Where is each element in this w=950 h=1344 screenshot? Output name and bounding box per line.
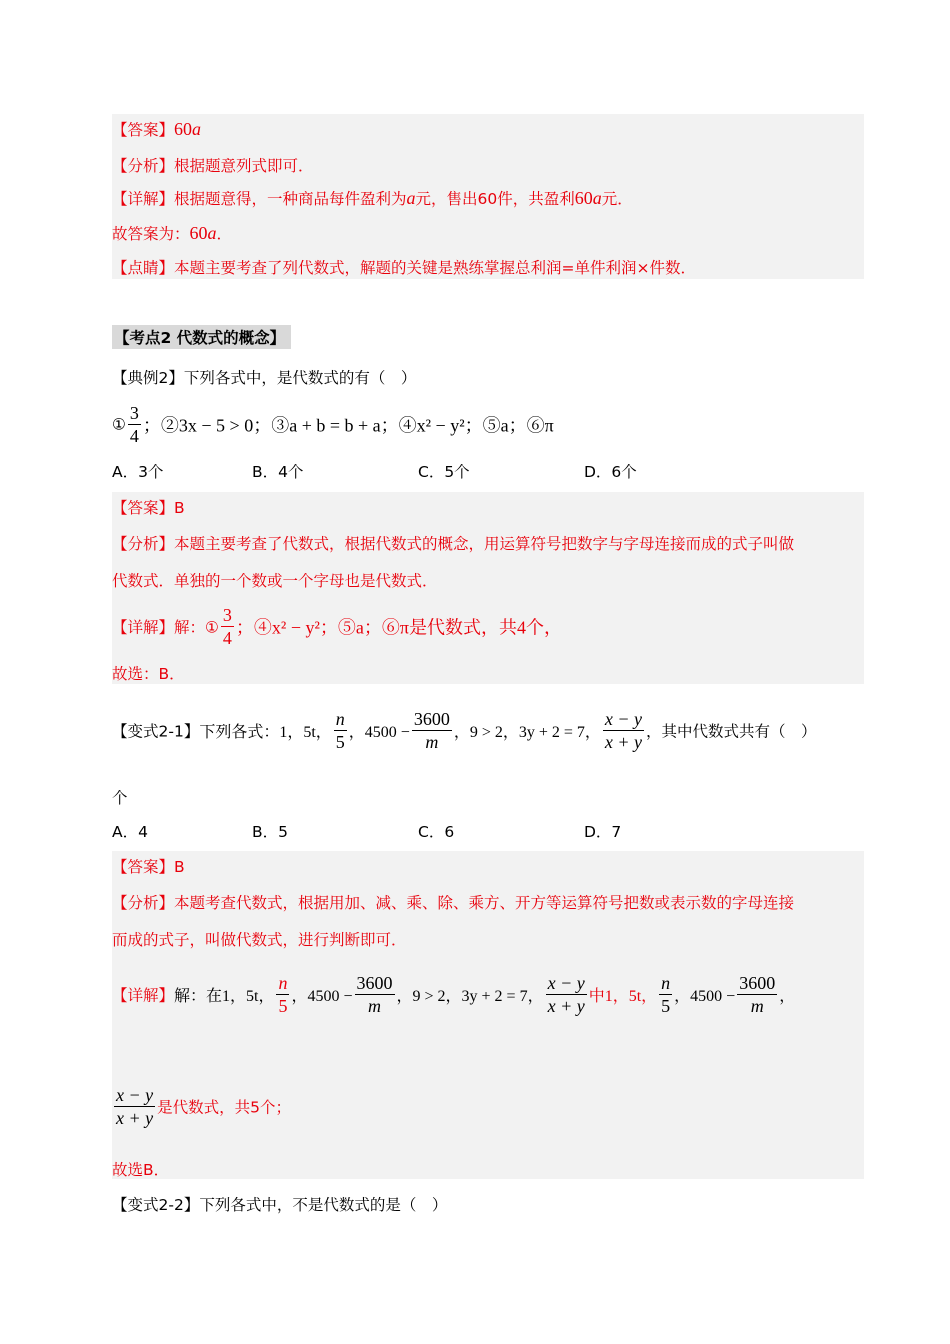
answer-value: B — [174, 499, 185, 517]
conclusion-line-3: 故选B． — [112, 1161, 170, 1179]
answer-value: 60 — [174, 119, 193, 139]
detail-line-3 — [112, 972, 795, 1017]
frac-num: 3 — [129, 403, 139, 423]
variant-label: 【变式2-2】 — [112, 1196, 200, 1214]
frac-den: 4 — [222, 628, 232, 648]
analysis-text: 本题主要考查了代数式，根据代数式的概念，用运算符号把数字与字母连接而成的式子叫做 — [174, 535, 795, 553]
analysis-label: 【分析】 — [112, 535, 175, 553]
fraction-n-5 — [276, 972, 289, 1017]
fraction-3600-m — [737, 972, 777, 1017]
frac-num: 3600 — [739, 973, 776, 993]
fraction-3-4 — [128, 402, 141, 447]
answer-line-1 — [112, 118, 201, 140]
comment-label: 【点睛】 — [112, 259, 175, 277]
frac-num: 3 — [222, 605, 232, 625]
detail-label: 【详解】 — [112, 190, 175, 208]
option-c: C．6 — [418, 823, 455, 841]
frac-den: x + y — [604, 732, 643, 752]
detail-var: a — [406, 188, 416, 208]
example-label: 【典例2】 — [112, 369, 184, 387]
frac-den: x + y — [116, 1108, 154, 1128]
detail-text: 解：在1，5t， — [174, 988, 275, 1005]
detail-text: 解：① — [174, 618, 219, 637]
detail-text: ，9 > 2，3y + 2 = 7， — [396, 988, 544, 1005]
variant-label: 【变式2-1】 — [112, 722, 200, 741]
fraction-3600-m — [355, 972, 395, 1017]
detail-text: ，4500 − — [291, 988, 353, 1005]
answer-label: 【答案】 — [112, 499, 175, 517]
frac-num: x − y — [547, 973, 585, 993]
fraction-xmy-xpy — [546, 972, 587, 1017]
detail-label: 【详解】 — [112, 986, 175, 1005]
analysis-line-2b: 代数式．单独的一个数或一个字母也是代数式． — [112, 572, 438, 590]
frac-num: x − y — [116, 1085, 154, 1105]
answer-label: 【答案】 — [112, 858, 175, 876]
analysis-label: 【分析】 — [112, 894, 175, 912]
analysis-line-1 — [112, 154, 314, 176]
section-heading: 【考点2 代数式的概念】 — [112, 325, 291, 349]
detail-text: 元，售出60件，共盈利 — [415, 190, 575, 208]
frac-den: 5 — [278, 996, 288, 1016]
detail-text: ；④x² − y²；⑤a；⑥π是代数式，共4个， — [235, 617, 562, 638]
frac-den: m — [750, 996, 764, 1016]
comment-text: 本题主要考查了列代数式，解题的关键是熟练掌握总利润=单件利润×件数． — [174, 259, 696, 277]
expr-rest: ；②3x − 5 > 0；③a + b = b + a；④x² − y²；⑤a；⑥π — [142, 415, 554, 436]
detail-text: 元． — [601, 190, 633, 208]
question-text: ，4500 − — [348, 724, 410, 741]
option-d: D．6个 — [584, 463, 637, 481]
detail-line-1 — [112, 187, 633, 209]
frac-num: n — [661, 973, 671, 993]
detail-line-2 — [112, 604, 562, 649]
example-question: 下列各式中，是代数式的有（ ） — [183, 369, 417, 387]
question-wrap: 个 — [112, 789, 128, 807]
comment-line-1 — [112, 256, 696, 278]
conclusion-end: ． — [216, 225, 233, 243]
fraction-xmy-xpy — [114, 1084, 155, 1129]
analysis-text: 根据题意列式即可． — [174, 157, 314, 175]
question-text: ，其中代数式共有（ ） — [646, 722, 817, 741]
fraction-xmy-xpy — [603, 708, 644, 753]
variant-2-1-question — [112, 708, 817, 753]
conclusion-text: 故答案为： — [112, 225, 190, 243]
fraction-3600-m — [412, 708, 452, 753]
frac-den: x + y — [547, 996, 585, 1016]
frac-den: m — [425, 732, 439, 752]
frac-den: m — [368, 996, 381, 1016]
option-b: B．5 — [252, 823, 288, 841]
detail-text: 根据题意得，一种商品每件盈利为 — [174, 190, 407, 208]
expr-marker: ① — [112, 415, 126, 434]
frac-den: 5 — [661, 996, 671, 1016]
analysis-label: 【分析】 — [112, 157, 175, 175]
detail-text: 中1，5t， — [588, 988, 658, 1005]
variant-2-2-question — [112, 1193, 447, 1215]
analysis-line-3a — [112, 891, 794, 913]
detail-text: ， — [779, 988, 796, 1005]
detail-label: 【详解】 — [112, 618, 175, 637]
question-text: ，9 > 2，3y + 2 = 7， — [453, 724, 601, 741]
answer-line-3 — [112, 855, 185, 877]
conclusion-var: a — [207, 223, 217, 243]
frac-num: 3600 — [413, 709, 450, 729]
detail-num: 60 — [574, 188, 593, 208]
example-2-expressions — [112, 402, 554, 447]
frac-num: 3600 — [356, 973, 393, 993]
example-2-question — [112, 366, 416, 388]
frac-den: 5 — [335, 732, 345, 752]
frac-num: x − y — [604, 709, 643, 729]
answer-label: 【答案】 — [112, 121, 175, 139]
fraction-n-5 — [334, 708, 347, 753]
fraction-3-4 — [221, 604, 234, 649]
frac-num: n — [278, 973, 288, 993]
analysis-text: 本题考查代数式，根据用加、减、乘、除、乘方、开方等运算符号把数或表示数的字母连接 — [174, 894, 795, 912]
option-a: A．4 — [112, 823, 148, 841]
detail-text: 是代数式，共5个； — [157, 1098, 291, 1117]
question-text: 下列各式：1，5t， — [199, 724, 332, 741]
detail-line-3b — [112, 1084, 291, 1129]
option-b: B．4个 — [252, 463, 304, 481]
frac-den: 4 — [129, 426, 139, 446]
option-c: C．5个 — [418, 463, 470, 481]
fraction-n-5 — [659, 972, 672, 1017]
analysis-line-2a — [112, 532, 794, 554]
option-d: D．7 — [584, 823, 622, 841]
analysis-line-3b: 而成的式子，叫做代数式，进行判断即可． — [112, 931, 407, 949]
conclusion-line-2: 故选：B． — [112, 665, 185, 683]
answer-value: B — [174, 858, 185, 876]
detail-var: a — [592, 188, 602, 208]
frac-num: n — [335, 709, 345, 729]
option-a: A．3个 — [112, 463, 164, 481]
conclusion-line-1 — [112, 222, 232, 244]
answer-var: a — [192, 119, 202, 139]
question-text: 下列各式中，不是代数式的是（ ） — [199, 1196, 448, 1214]
conclusion-num: 60 — [189, 223, 208, 243]
detail-text: ，4500 − — [674, 988, 736, 1005]
answer-line-2 — [112, 496, 185, 518]
